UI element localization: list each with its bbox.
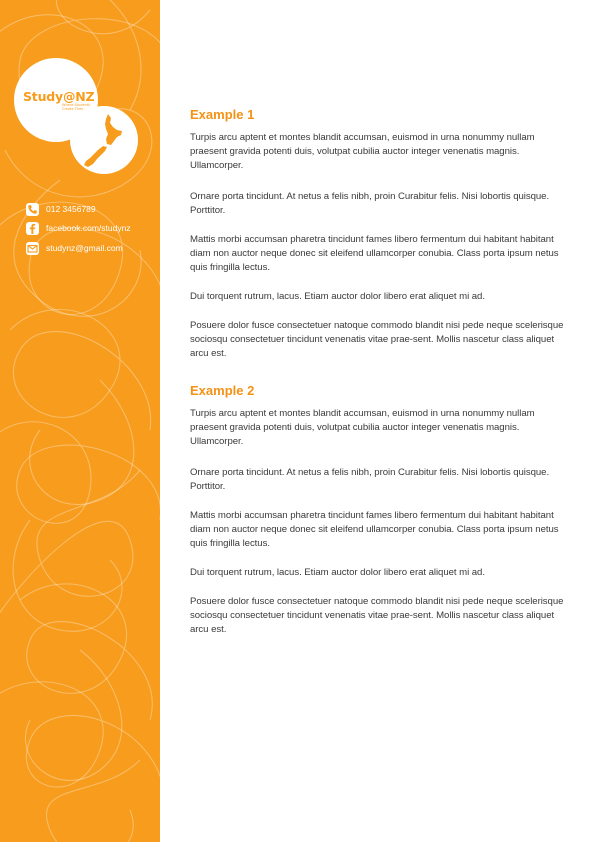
section-1-paragraph-2: Ornare porta tincidunt. At netus a felis nibh, proin Curabitur felis. Nisi lobortis quisque. Porttitor. bbox=[190, 191, 550, 217]
new-zealand-map-icon bbox=[70, 106, 138, 174]
phone-icon bbox=[26, 203, 39, 216]
logo-text-at: @ bbox=[62, 89, 76, 104]
section-2-paragraph-1: Turpis arcu aptent et montes blandit accumsan, euismod in urna nonummy nullam praesent gravida potenti duis, volutpat cubilia auctor integer venenatis magnis. Ullamcorper. bbox=[190, 408, 535, 448]
section-heading-1: Example 1 bbox=[190, 107, 255, 122]
section-1-paragraph-5: Posuere dolor fusce consectetuer natoque commodo blandit nisi pede neque scelerisque sociosqu consectetuer tincidunt venenatis vitae prae-sent. Mollis nascetur class aliquet arcu est. bbox=[190, 320, 564, 360]
contact-phone[interactable] bbox=[26, 202, 96, 216]
phone-number: 012 3456789 bbox=[46, 204, 96, 214]
map-badge bbox=[70, 106, 138, 174]
tagline-line-2: Create Their bbox=[62, 107, 84, 111]
section-1-paragraph-4: Dui torquent rutrum, lacus. Etiam auctor dolor libero erat aliquet mi ad. bbox=[190, 291, 485, 302]
section-1-paragraph-1: Turpis arcu aptent et montes blandit accumsan, euismod in urna nonummy nullam praesent gravida potenti duis, volutpat cubilia auctor integer venenatis magnis. Ullamcorper. bbox=[190, 132, 535, 172]
tagline-line-1: Where Students bbox=[62, 103, 91, 107]
email-address: studynz@gmail.com bbox=[46, 243, 123, 253]
contact-email[interactable] bbox=[26, 241, 123, 255]
sidebar bbox=[0, 0, 160, 842]
logo-text-study: Study bbox=[23, 89, 63, 104]
section-1-paragraph-3: Mattis morbi accumsan pharetra tincidunt fames libero fermentum dui habitant habitant diam non auctor neque donec sit eleifend ullamcorper conubia. Class porta ipsum netus quis fringilla lectus. bbox=[190, 234, 559, 274]
section-2-paragraph-2: Ornare porta tincidunt. At netus a felis nibh, proin Curabitur felis. Nisi lobortis quisque. Porttitor. bbox=[190, 467, 550, 493]
logo-text-nz: NZ bbox=[75, 89, 95, 104]
section-2-paragraph-5: Posuere dolor fusce consectetuer natoque commodo blandit nisi pede neque scelerisque sociosqu consectetuer tincidunt venenatis vitae prae-sent. Mollis nascetur class aliquet arcu est. bbox=[190, 596, 564, 636]
contact-facebook[interactable] bbox=[26, 221, 131, 235]
brand-logo bbox=[23, 89, 94, 104]
facebook-icon bbox=[26, 222, 39, 235]
section-heading-2: Example 2 bbox=[190, 383, 255, 398]
facebook-url: facebook.com/studynz bbox=[46, 223, 131, 233]
email-icon bbox=[26, 242, 39, 255]
section-2-paragraph-4: Dui torquent rutrum, lacus. Etiam auctor dolor libero erat aliquet mi ad. bbox=[190, 567, 485, 578]
section-2-paragraph-3: Mattis morbi accumsan pharetra tincidunt fames libero fermentum dui habitant habitant diam non auctor neque donec sit eleifend ullamcorper conubia. Class porta ipsum netus quis fringilla lectus. bbox=[190, 510, 559, 550]
